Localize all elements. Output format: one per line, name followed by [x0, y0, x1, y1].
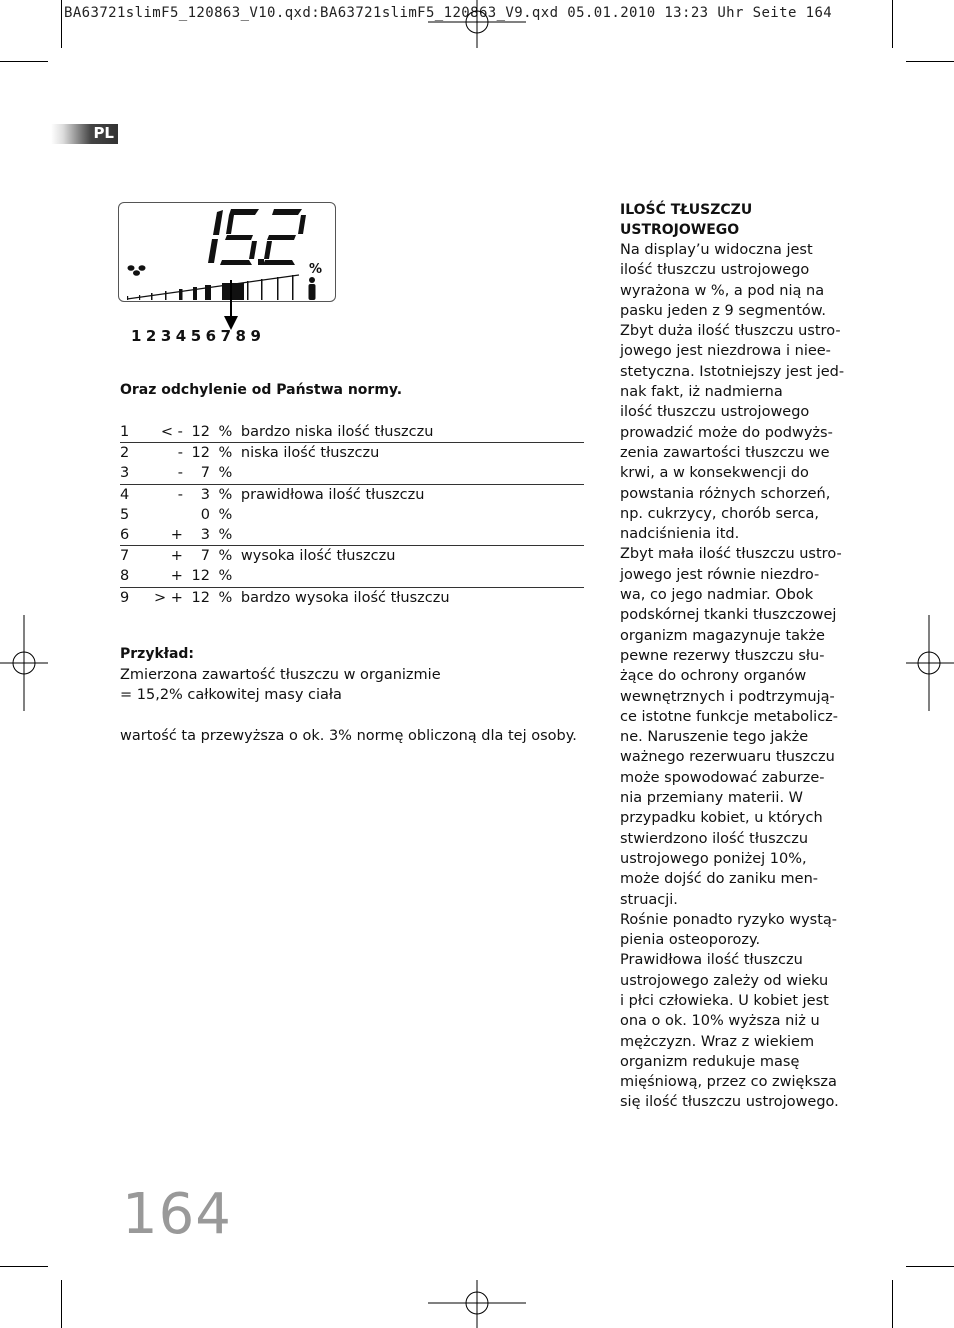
row-sign: +	[154, 566, 183, 587]
row-unit: %	[218, 548, 233, 565]
row-number: 8	[120, 566, 154, 587]
row-number: 9	[120, 589, 130, 606]
row-label	[241, 505, 584, 525]
sidebar-text-line: Zbyt mała ilość tłuszczu ustro-	[620, 546, 842, 563]
table-row	[120, 566, 584, 587]
sidebar-text-line: powstania różnych schorzeń,	[620, 485, 831, 502]
row-sign: -	[177, 445, 183, 462]
sidebar-text-line: podskórnej tkanki tłuszczowej	[620, 607, 837, 624]
sidebar-text-line: ona o ok. 10% wyższa niż u	[620, 1013, 820, 1030]
row-unit: %	[210, 422, 241, 443]
display-reading-digits	[208, 209, 306, 265]
sidebar-text-line: Na display’u widoczna jest	[620, 242, 813, 258]
row-label	[241, 463, 584, 484]
sidebar-title	[620, 200, 752, 240]
row-unit: %	[218, 506, 233, 523]
sidebar-text-line: Zbyt duża ilość tłuszczu ustro-	[620, 323, 841, 340]
sidebar-text-line: wewnętrznych i podtrzymują-	[620, 688, 835, 705]
sidebar-text-line: może spowodować zaburze-	[620, 769, 825, 786]
sidebar-text-line: może dojść do zaniku men-	[620, 871, 818, 888]
row-value: 12	[183, 566, 210, 587]
row-label	[241, 566, 584, 587]
row-unit: %	[210, 525, 241, 546]
sidebar-text-line: krwi, a w konsekwencji do	[620, 465, 809, 482]
table-row	[120, 505, 584, 525]
sidebar-title-line: USTROJOWEGO	[620, 222, 740, 238]
row-unit: %	[210, 566, 241, 587]
row-sign: +	[170, 548, 183, 565]
sidebar-text-line: ce istotne funkcje metabolicz-	[620, 708, 839, 725]
row-number: 5	[120, 506, 130, 523]
display-unit: %	[309, 262, 323, 277]
row-label: wysoka ilość tłuszczu	[240, 548, 396, 565]
row-number: 7	[120, 548, 130, 565]
sidebar-text-line: struacji.	[620, 891, 678, 908]
row-value: 7	[183, 463, 210, 484]
sidebar-text-line: żące do ochrony organów	[620, 668, 807, 685]
example-conclusion: wartość ta przewyższa o ok. 3% normę obliczoną dla tej osoby.	[120, 728, 577, 744]
segment-numbers: 123456789	[131, 327, 266, 345]
sidebar-text-line: jowego jest niezdrowa i niee-	[620, 343, 831, 360]
sidebar-text-line: wyrażona w %, a pod nią na	[620, 282, 825, 299]
table-row	[120, 463, 584, 484]
row-value: 0	[200, 506, 210, 523]
row-sign: +	[154, 525, 183, 546]
row-value: 12	[191, 589, 210, 606]
example-line-1: Zmierzona zawartość tłuszczu w organizmie	[120, 667, 441, 683]
row-number: 2	[120, 445, 130, 462]
sidebar-text-line: i płci człowieka. U kobiet jest	[620, 992, 829, 1009]
sidebar-text-line: organizm redukuje masę	[620, 1053, 800, 1070]
sidebar-text-line: ne. Naruszenie tego jakże	[620, 729, 809, 746]
row-label: niska ilość tłuszczu	[240, 445, 380, 462]
row-number: 4	[120, 486, 130, 503]
language-label: PL	[93, 124, 114, 142]
row-unit: %	[218, 445, 233, 462]
row-value: 3	[183, 525, 210, 546]
language-tab	[51, 124, 118, 144]
example-heading: Przykład:	[120, 646, 195, 662]
row-sign: -	[177, 486, 183, 503]
row-label: bardzo wysoka ilość tłuszczu	[240, 589, 450, 606]
row-value: 12	[183, 422, 210, 443]
display-indicator-icon	[128, 265, 146, 276]
sidebar-body	[620, 240, 844, 1113]
row-unit: %	[218, 589, 233, 606]
table-row	[120, 484, 584, 505]
sidebar-text-line: prowadzić może do podwyżs-	[620, 424, 833, 441]
sidebar-text-line: pienia osteoporozy.	[620, 932, 761, 949]
row-number: 1	[120, 422, 154, 443]
print-header: BA63721slimF5_120863_V10.qxd:BA63721slimF5_120863_V9.qxd 05.01.2010 13:23 Uhr Seite 164	[64, 5, 833, 21]
row-label: bardzo niska ilość tłuszczu	[241, 422, 584, 443]
row-value: 12	[191, 445, 210, 462]
sidebar-text-line: Prawidłowa ilość tłuszczu	[620, 952, 803, 969]
segment-pointer-arrow	[220, 280, 242, 332]
page-number: 164	[122, 1182, 232, 1247]
sidebar-text-line: się ilość tłuszczu ustrojowego.	[620, 1094, 839, 1111]
row-sign: -	[154, 463, 183, 484]
sidebar-text-line: pewne rezerwy tłuszczu słu-	[620, 647, 825, 664]
sidebar-text-line: organizm magazynuje także	[620, 627, 825, 644]
sidebar-text-line: pasku jeden z 9 segmentów.	[620, 302, 826, 319]
row-sign: < -	[154, 422, 183, 443]
row-label	[241, 525, 584, 546]
sidebar-text-line: nia przemiany materii. W	[620, 790, 804, 807]
sidebar-text-line: wa, co jego nadmiar. Obok	[620, 587, 814, 604]
table-row	[120, 422, 584, 443]
table-row	[120, 443, 584, 464]
sidebar-text-line: stwierdzono ilość tłuszczu	[620, 830, 809, 847]
example-line-2: = 15,2% całkowitej masy ciała	[120, 687, 342, 703]
sidebar-text-line: np. cukrzycy, chorób serca,	[620, 505, 820, 522]
row-unit: %	[210, 463, 241, 484]
row-label: prawidłowa ilość tłuszczu	[240, 486, 425, 503]
row-sign: > +	[154, 589, 183, 606]
norm-heading: Oraz odchylenie od Państwa normy.	[120, 382, 403, 398]
table-row	[120, 587, 584, 608]
person-icon	[309, 277, 316, 300]
sidebar-text-line: ustrojowego poniżej 10%,	[620, 850, 807, 867]
row-number: 6	[120, 525, 154, 546]
sidebar-text-line: ilość tłuszczu ustrojowego	[620, 262, 810, 279]
sidebar-text-line: ważnego rezerwuaru tłuszczu	[620, 749, 835, 766]
sidebar-text-line: ilość tłuszczu ustrojowego	[620, 404, 810, 421]
sidebar-text-line: nadciśnienia itd.	[620, 526, 740, 543]
sidebar-text-line: ustrojowego zależy od wieku	[620, 972, 829, 989]
sidebar-text-line: mężczyzn. Wraz z wiekiem	[620, 1033, 815, 1050]
sidebar-text-line: stetyczna. Istotniejszy jest jed-	[620, 363, 845, 380]
row-sign	[154, 505, 183, 525]
sidebar-text-line: mięśniową, przez co zwiększa	[620, 1074, 837, 1091]
row-value: 3	[200, 486, 210, 503]
deviation-table	[120, 422, 584, 608]
bar-guide-line	[127, 275, 299, 299]
sidebar-title-line: ILOŚĆ TŁUSZCZU	[620, 202, 753, 218]
table-row	[120, 546, 584, 567]
sidebar-text-line: jowego jest równie niezdro-	[620, 566, 820, 583]
sidebar-text-line: zenia zawartości tłuszczu we	[620, 444, 830, 461]
row-number: 3	[120, 463, 154, 484]
sidebar-text-line: przypadku kobiet, u których	[620, 810, 823, 827]
sidebar-text-line: Rośnie ponadto ryzyko wystą-	[620, 911, 838, 928]
table-row	[120, 525, 584, 546]
row-unit: %	[218, 486, 233, 503]
sidebar-text-line: nak fakt, iż nadmierna	[620, 384, 783, 401]
row-value: 7	[200, 548, 210, 565]
